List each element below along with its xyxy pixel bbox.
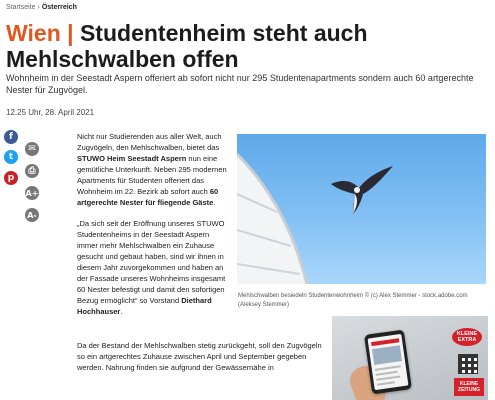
- breadcrumb-separator: ›: [37, 4, 40, 11]
- pinterest-share-button[interactable]: [4, 171, 18, 185]
- twitter-icon: t: [8, 152, 14, 162]
- article-body: [77, 131, 227, 327]
- pinterest-icon: p: [7, 173, 15, 183]
- print-button[interactable]: [25, 164, 39, 178]
- article-city-label[interactable]: Wien: [6, 20, 61, 46]
- mail-icon: ✉: [28, 144, 36, 154]
- phone-illustration: [364, 330, 412, 395]
- title-separator: |: [60, 20, 80, 46]
- kleine-zeitung-logo: KLEINE ZEITUNG: [454, 378, 484, 396]
- font-increase-icon: A+: [25, 188, 39, 198]
- article-paragraph: Nicht nur Studierenden aus aller Welt, auch Zugvögeln, den Mehlschwalben, bietet das STUWO Heim Seestadt Aspern nun eine gemütliche Unterkunft. Neben 295 modernen Apartments für Studenten offeriert das Wohnheim im 22. Bezirk ab sofort auch 60 artgerechte Nester für fliegende Gäste.: [77, 132, 227, 207]
- article-lead: Wohnheim in der Seestadt Aspern offeriert ab sofort nicht nur 295 Studentenapartments sondern auch 60 artgerechte Nester für Zugvögel.: [6, 73, 474, 95]
- mail-share-button[interactable]: [25, 142, 39, 156]
- article-headline: Studentenheim steht auch Mehlschwalben offen: [6, 20, 368, 72]
- facebook-share-button[interactable]: [4, 130, 18, 144]
- article-paragraph: „Da sich seit der Eröffnung unseres STUWO Studentenheims in der Seestadt Aspern immer mehr Mehlschwalben ein Zuhause gesucht und gebaut haben, sind wir ihnen in diesem Jahr zuvorgekommen und haben an der Fassade unseres Wohnheims insgesamt 60 Nester befestigt und damit den sofortigen Bezug ermöglicht“ so Vorstand Diethard Hochhauser.: [77, 219, 226, 316]
- breadcrumb-home-link[interactable]: Startseite: [6, 4, 36, 11]
- kleine-extra-badge: KLEINE EXTRA: [452, 328, 482, 346]
- qr-code-icon: [458, 354, 478, 374]
- swallow-bird: [331, 166, 393, 214]
- image-caption: Mehlschwalben besiedeln Studentenwohnheim © (c) Alex Stemmer - stock.adobe.com (Aleksey Stemmer): [238, 293, 468, 308]
- article-image[interactable]: [237, 134, 486, 284]
- article-timestamp: 12.25 Uhr, 28. April 2021: [6, 108, 95, 117]
- font-decrease-button[interactable]: [25, 208, 39, 222]
- breadcrumb: [6, 4, 77, 11]
- article-body-continued: [77, 340, 327, 373]
- article-paragraph: Da der Bestand der Mehlschwalben stetig zurückgeht, soll den Zugvögeln so ein artgerechtes Zuhause zwischen April und September gegeben werden. Nahrung finden sie aufgrund der Gewässernähe in: [77, 341, 322, 372]
- building-facade: [237, 154, 307, 284]
- highlight-nests: 60 artgerechte Nester für fliegende Gäste: [77, 187, 219, 207]
- advertisement-banner[interactable]: [332, 316, 488, 400]
- swallow-photo: [237, 134, 486, 284]
- facebook-icon: f: [9, 132, 13, 142]
- highlight-person: Diethard Hochhauser: [77, 296, 212, 316]
- breadcrumb-current[interactable]: Österreich: [41, 4, 77, 11]
- article-title: [6, 20, 486, 72]
- font-decrease-icon: A-: [27, 210, 37, 220]
- print-icon: ⎙: [28, 166, 36, 176]
- twitter-share-button[interactable]: [4, 150, 18, 164]
- font-increase-button[interactable]: [25, 186, 39, 200]
- highlight-stuwo: STUWO Heim Seestadt Aspern: [77, 154, 187, 163]
